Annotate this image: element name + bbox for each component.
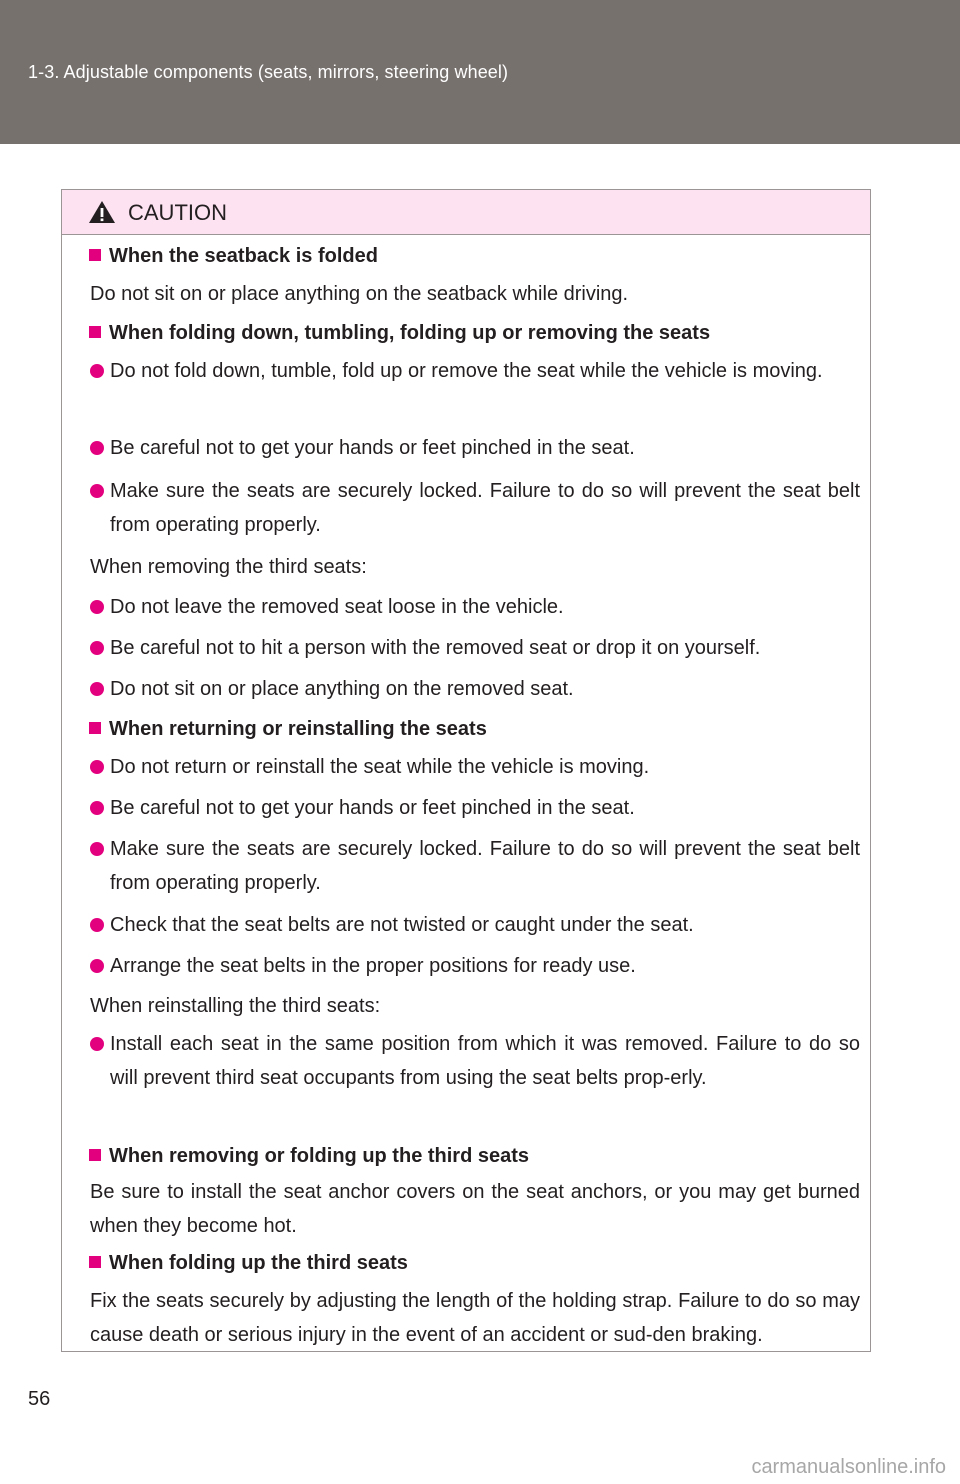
section-square-icon xyxy=(89,722,101,734)
bullet-dot-icon xyxy=(90,801,104,815)
bullet-item: Be careful not to hit a person with the removed seat or drop it on yourself. xyxy=(90,631,860,665)
section-title: When returning or reinstalling the seats xyxy=(89,712,487,746)
paragraph: Be sure to install the seat anchor covers on the seat anchors, or you may get burned when they become hot. xyxy=(90,1181,860,1237)
bullet-dot-icon xyxy=(90,842,104,856)
section-square-icon xyxy=(89,1256,101,1268)
bullet-dot-icon xyxy=(90,682,104,696)
section-title: When the seatback is folded xyxy=(89,239,378,273)
bullet-dot-icon xyxy=(90,918,104,932)
bullet-item: Make sure the seats are securely locked. Failure to do so will prevent the seat belt from operating properly. xyxy=(90,474,860,542)
bullet-dot-icon xyxy=(90,1037,104,1051)
bullet-item: Make sure the seats are securely locked. Failure to do so will prevent the seat belt from operating properly. xyxy=(90,832,860,900)
bullet-item: Be careful not to get your hands or feet pinched in the seat. xyxy=(90,431,860,465)
section-square-icon xyxy=(89,249,101,261)
caution-box xyxy=(61,189,871,1352)
bullet-item: Do not return or reinstall the seat while the vehicle is moving. xyxy=(90,750,860,784)
page-header xyxy=(0,0,960,144)
bullet-item: Check that the seat belts are not twisted or caught under the seat. xyxy=(90,908,860,942)
bullet-dot-icon xyxy=(90,641,104,655)
warning-triangle-icon xyxy=(88,200,116,224)
paragraph: When removing the third seats: xyxy=(90,556,367,578)
watermark: carmanualsonline.info xyxy=(751,1456,946,1478)
caution-label: CAUTION xyxy=(128,200,227,225)
bullet-item: Arrange the seat belts in the proper positions for ready use. xyxy=(90,949,860,983)
bullet-item: Do not leave the removed seat loose in the vehicle. xyxy=(90,590,860,624)
bullet-item: Be careful not to get your hands or feet pinched in the seat. xyxy=(90,791,860,825)
section-title: When removing or folding up the third seats xyxy=(89,1139,529,1173)
paragraph: Do not sit on or place anything on the seatback while driving. xyxy=(90,283,629,305)
section-breadcrumb: 1-3. Adjustable components (seats, mirrors, steering wheel) xyxy=(28,62,509,82)
page-number: 56 xyxy=(28,1388,51,1410)
bullet-item: Do not sit on or place anything on the removed seat. xyxy=(90,672,860,706)
bullet-dot-icon xyxy=(90,600,104,614)
bullet-dot-icon xyxy=(90,364,104,378)
section-title: When folding up the third seats xyxy=(89,1246,408,1280)
paragraph: When reinstalling the third seats: xyxy=(90,995,381,1017)
section-square-icon xyxy=(89,1149,101,1161)
bullet-item: Do not fold down, tumble, fold up or remove the seat while the vehicle is moving. xyxy=(90,354,860,388)
section-square-icon xyxy=(89,326,101,338)
bullet-dot-icon xyxy=(90,959,104,973)
section-title: When folding down, tumbling, folding up or removing the seats xyxy=(89,316,710,350)
bullet-item: Install each seat in the same position from which it was removed. Failure to do so will prevent third seat occupants from using the seat belts prop-erly. xyxy=(90,1027,860,1095)
bullet-dot-icon xyxy=(90,484,104,498)
bullet-dot-icon xyxy=(90,760,104,774)
caution-header xyxy=(62,190,870,235)
paragraph: Fix the seats securely by adjusting the length of the holding strap. Failure to do so may cause death or serious injury in the event of an accident or sud-den braking. xyxy=(90,1290,860,1346)
bullet-dot-icon xyxy=(90,441,104,455)
